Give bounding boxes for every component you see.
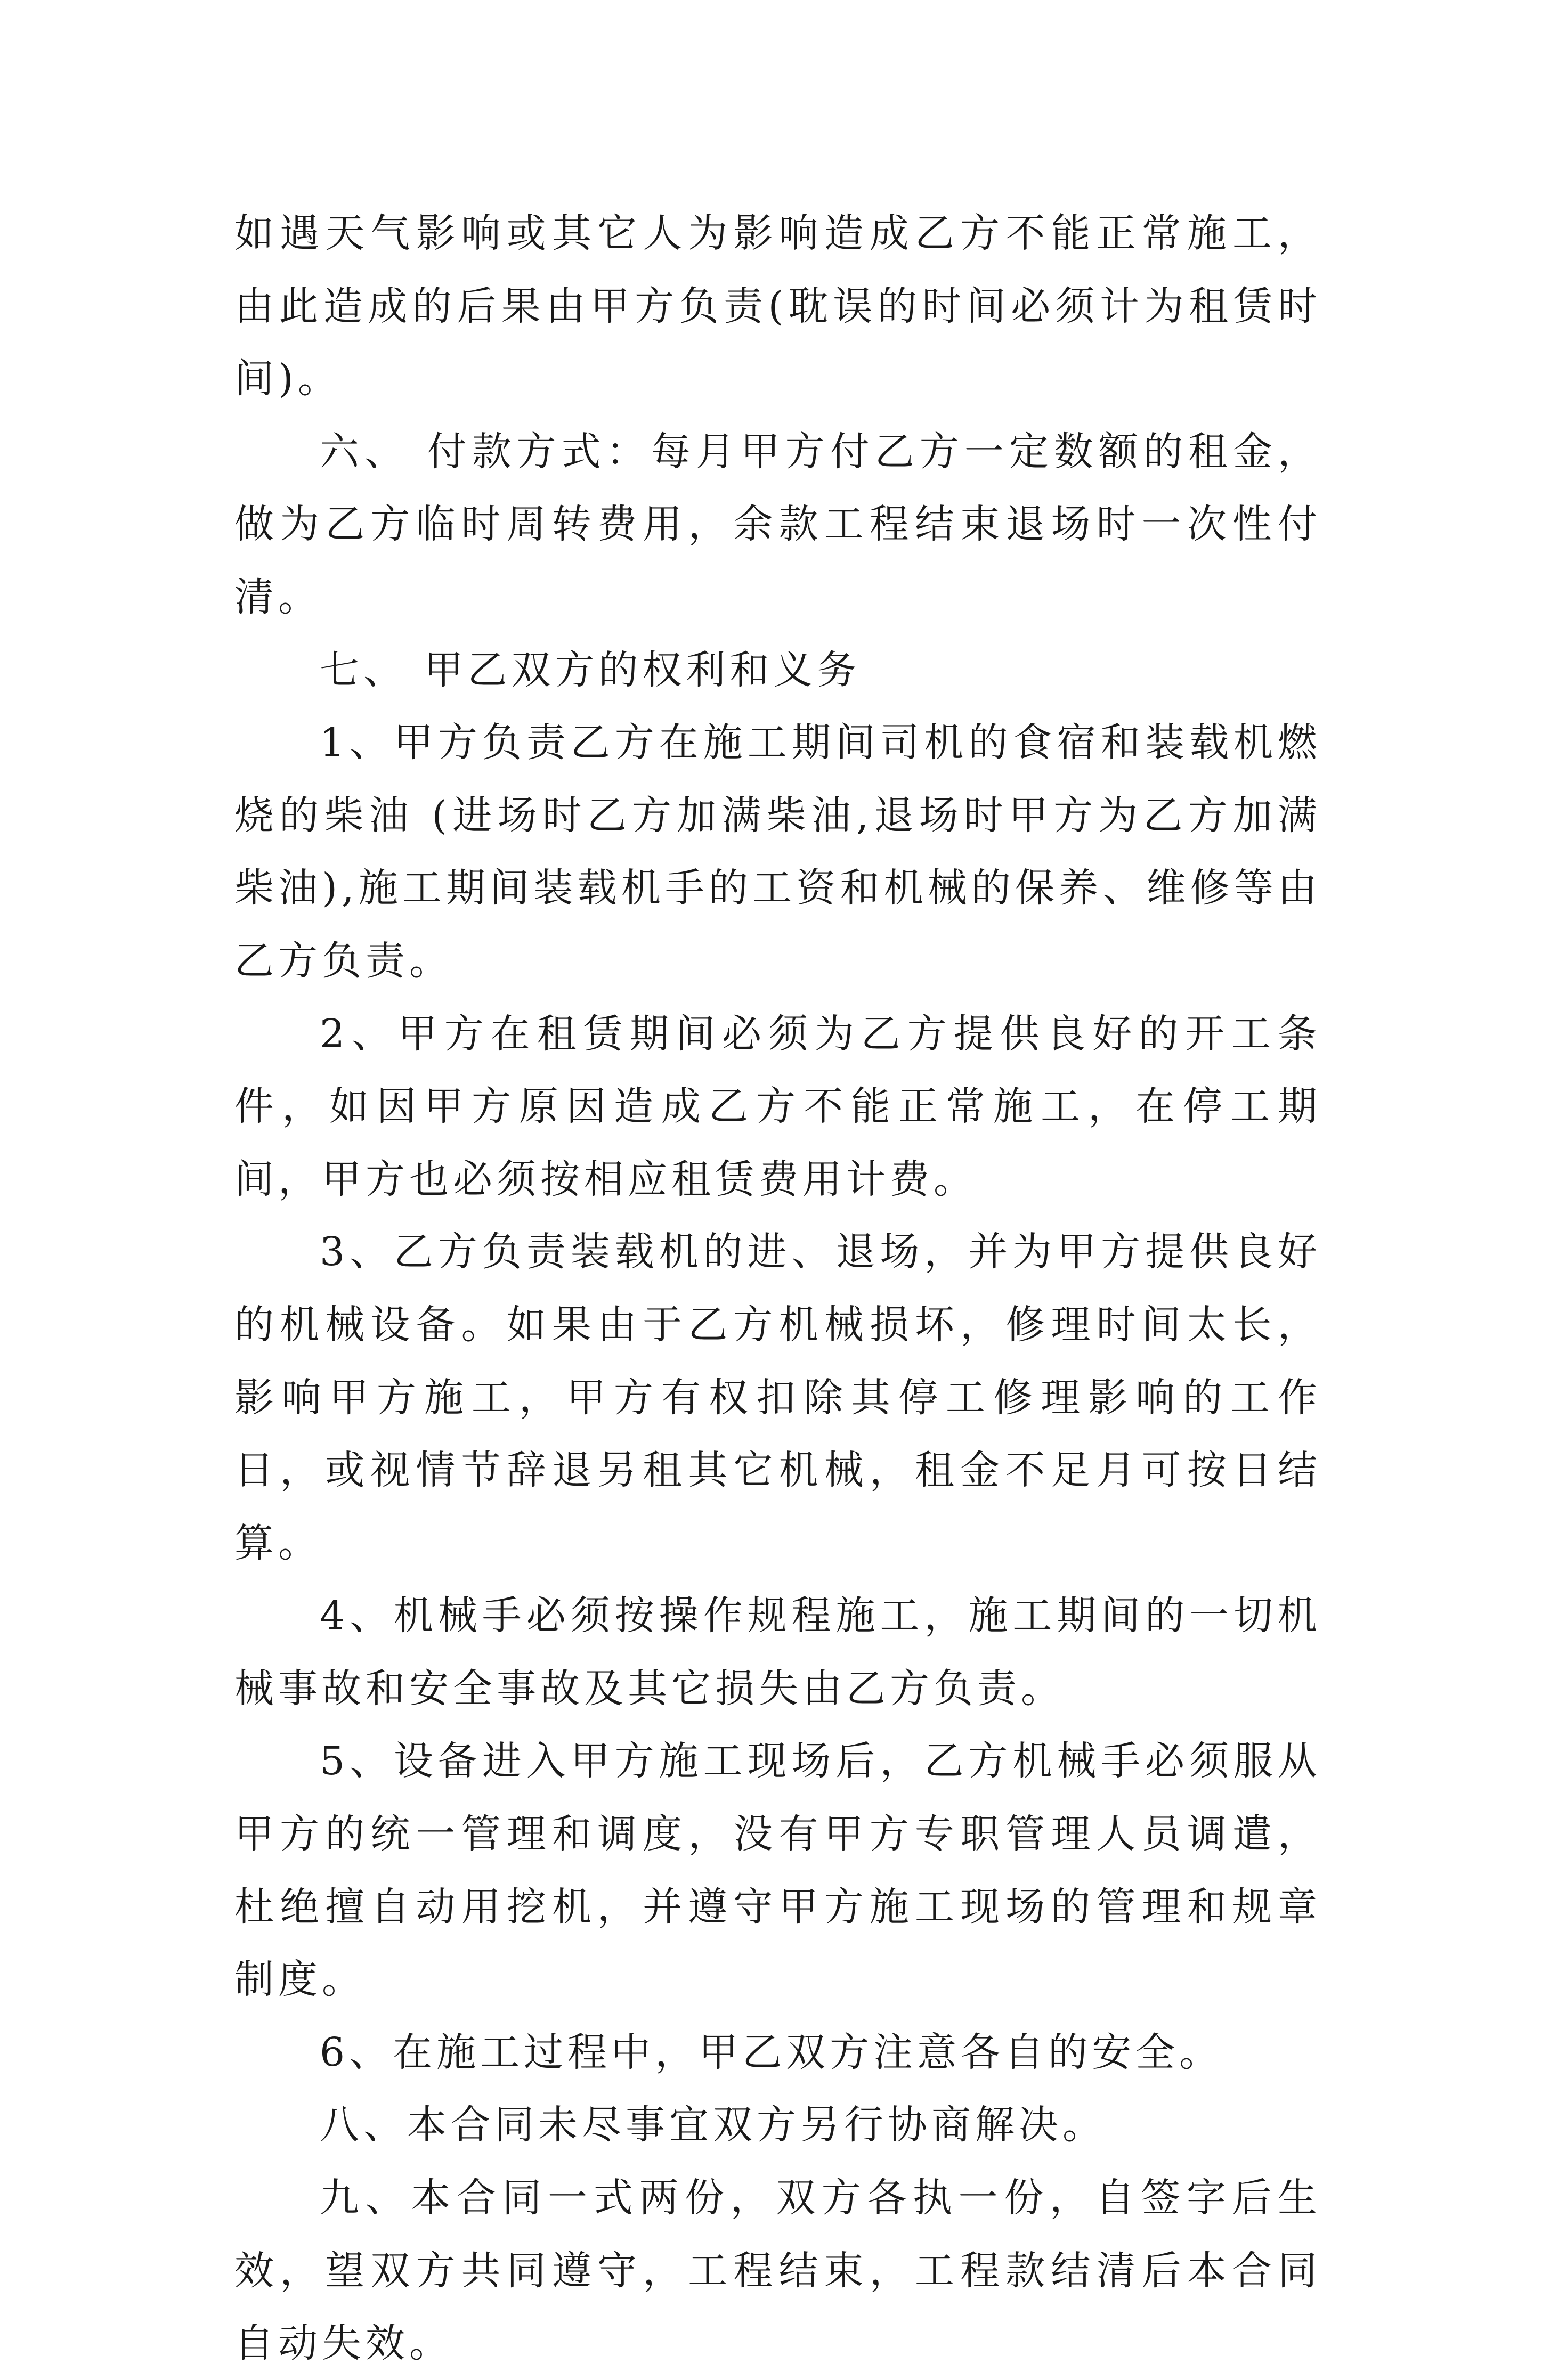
paragraph-weather-delay: 如遇天气影响或其它人为影响造成乙方不能正常施工，由此造成的后果由甲方负责(耽误的时间必须计为租赁时间)。 — [234, 210, 1321, 402]
section-9-copies-validity: 九、本合同一式两份，双方各执一份，自签字后生效，望双方共同遵守，工程结束，工程款结清后本合同自动失效。 — [234, 2175, 1321, 2367]
clause-1-meals-fuel: 1、甲方负责乙方在施工期间司机的食宿和装载机燃烧的柴油 (进场时乙方加满柴油,退场时甲方为乙方加满柴油),施工期间装载机手的工资和机械的保养、维修等由乙方负责。 — [234, 720, 1321, 984]
document-body — [234, 197, 1321, 2380]
clause-6-safety-attention: 6、在施工过程中，甲乙双方注意各自的安全。 — [320, 2029, 1223, 2075]
paragraph-payment-method: 六、 付款方式：每月甲方付乙方一定数额的租金，做为乙方临时周转费用，余款工程结束退场时一次性付清。 — [234, 428, 1321, 620]
section-heading-rights-obligations: 七、 甲乙双方的权利和义务 — [320, 647, 861, 693]
clause-5-management: 5、设备进入甲方施工现场后，乙方机械手必须服从甲方的统一管理和调度，没有甲方专职管理人员调遣，杜绝擅自动用挖机，并遵守甲方施工现场的管理和规章制度。 — [234, 1738, 1321, 2003]
clause-3-equipment: 3、乙方负责装载机的进、退场，并为甲方提供良好的机械设备。如果由于乙方机械损坏，修理时间太长，影响甲方施工，甲方有权扣除其停工修理影响的工作日，或视情节辞退另租其它机械，租金不足月可按日结算。 — [234, 1229, 1321, 1566]
section-8-negotiation: 八、本合同未尽事宜双方另行协商解决。 — [320, 2102, 1106, 2148]
clause-4-safety: 4、机械手必须按操作规程施工，施工期间的一切机械事故和安全事故及其它损失由乙方负责。 — [234, 1593, 1321, 1711]
clause-2-work-conditions: 2、甲方在租赁期间必须为乙方提供良好的开工条件，如因甲方原因造成乙方不能正常施工，在停工期间，甲方也必须按相应租赁费用计费。 — [234, 1010, 1321, 1202]
